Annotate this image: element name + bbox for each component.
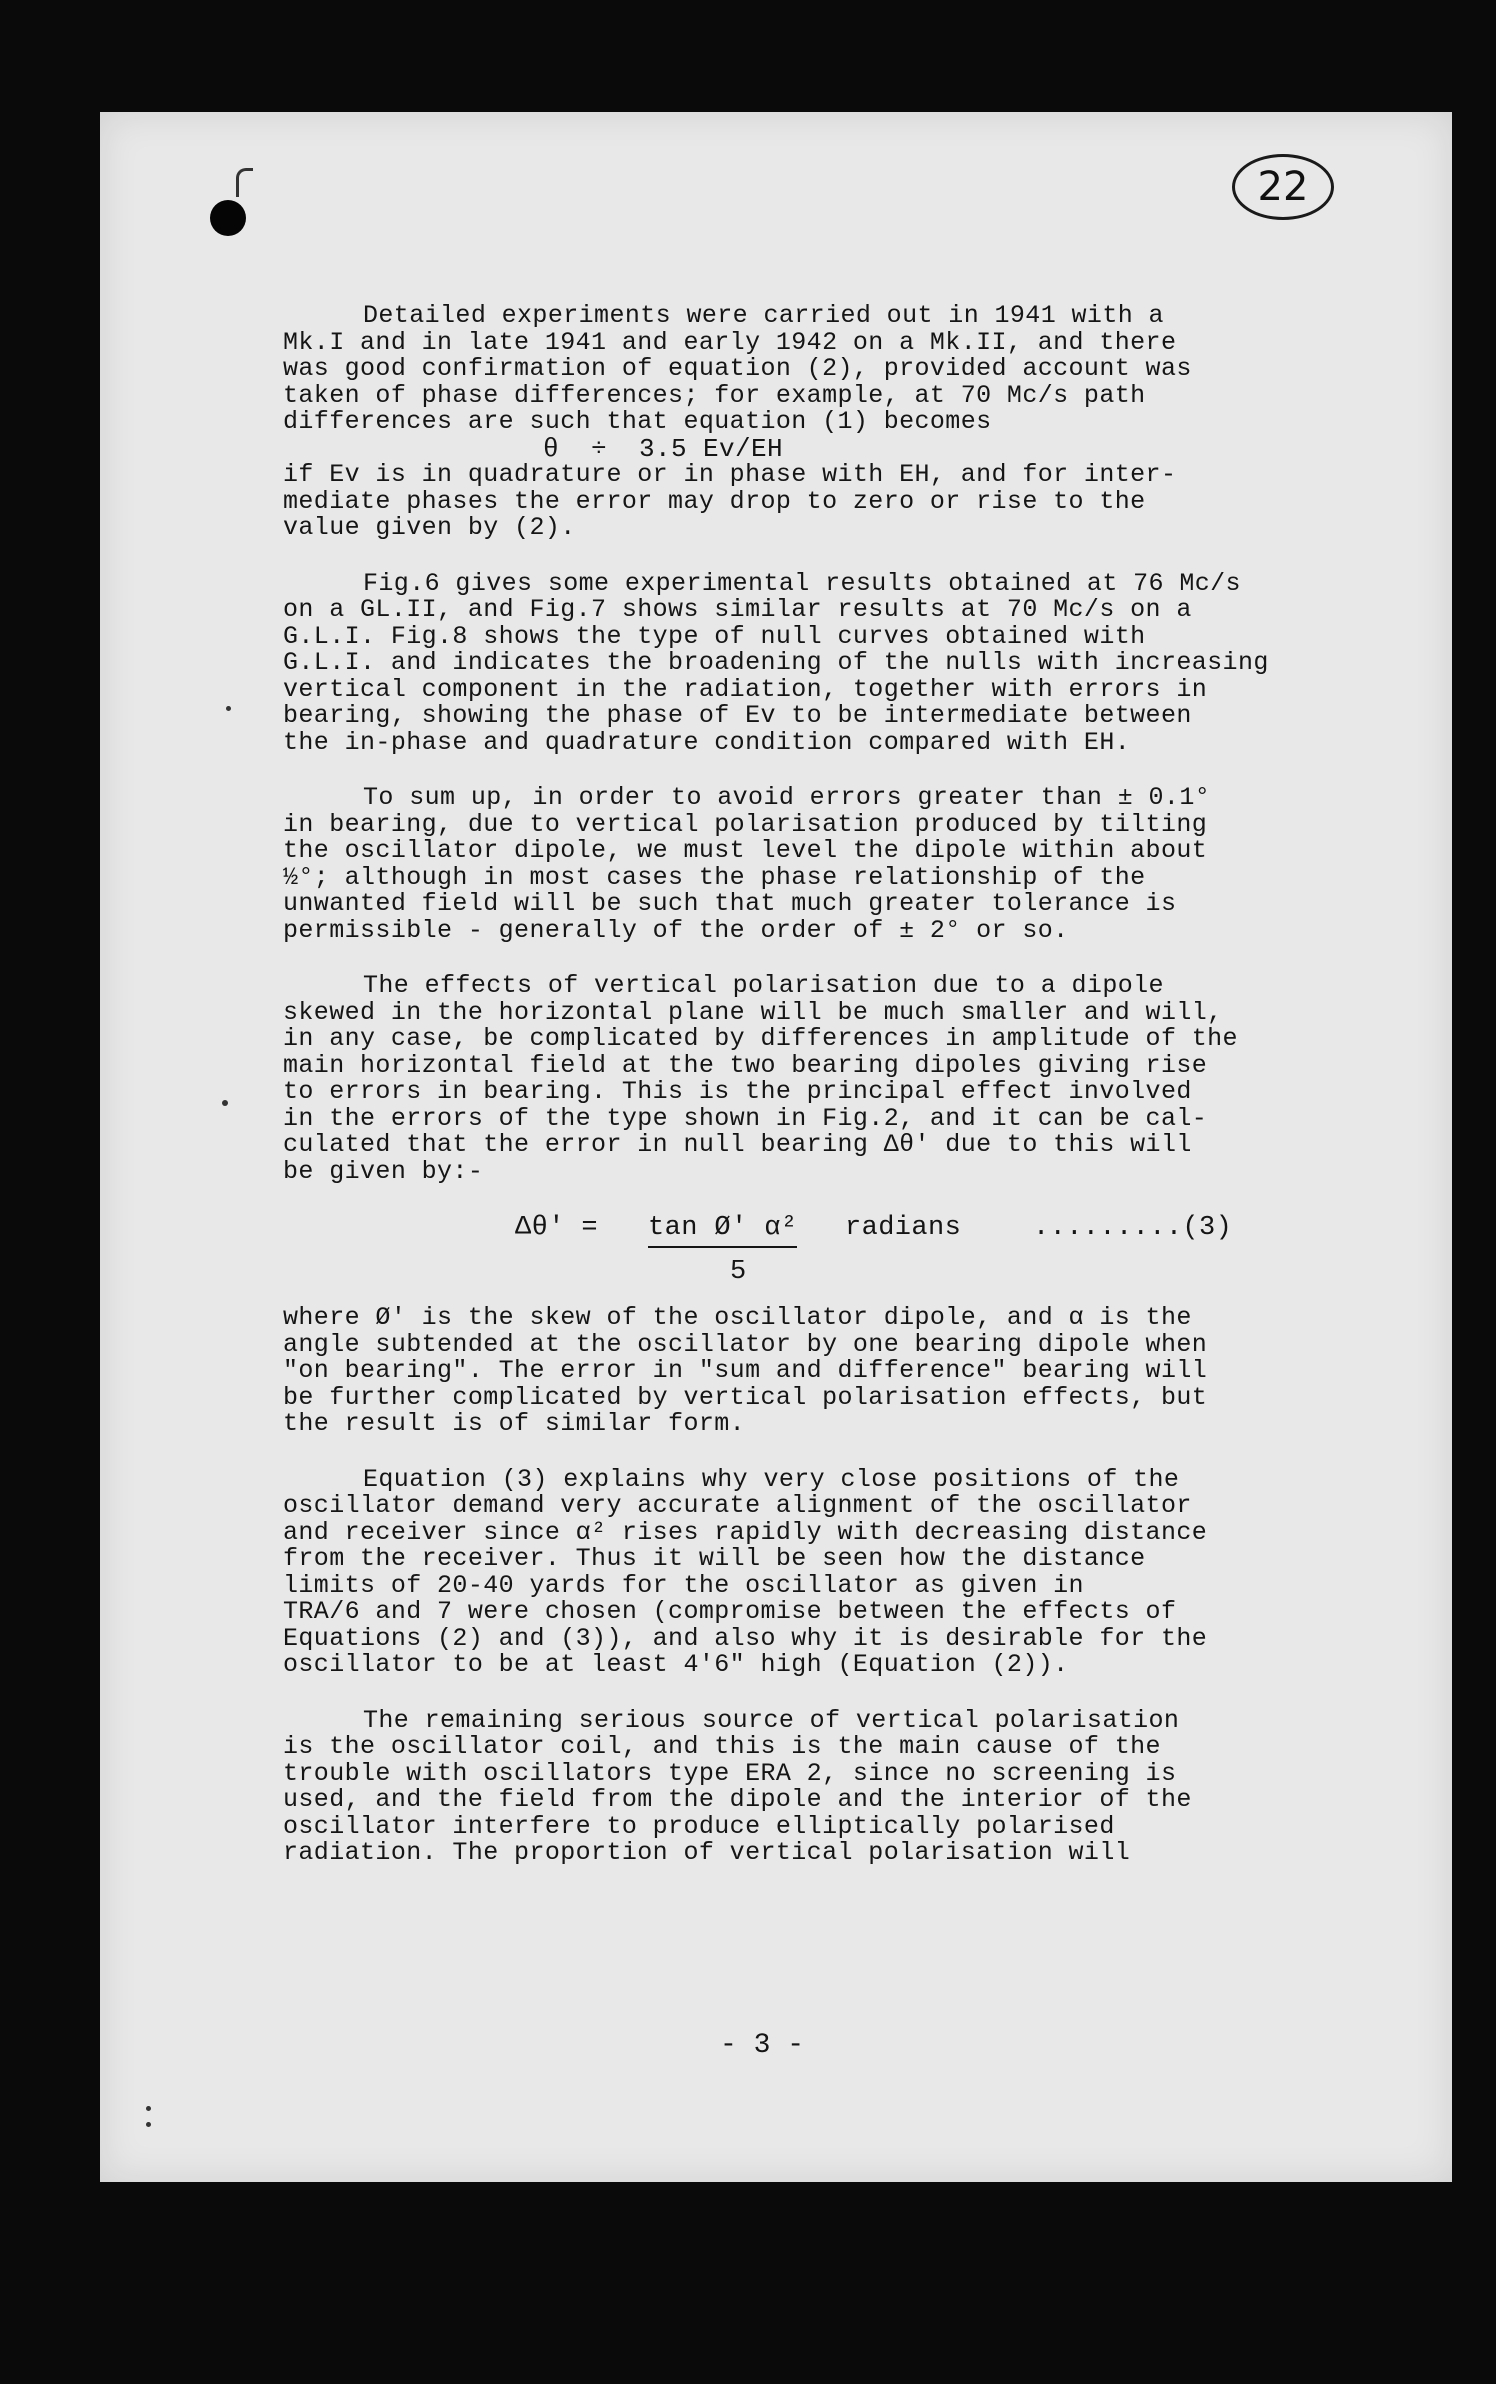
equation-3 <box>283 1207 1303 1291</box>
page-footer: - 3 - <box>720 2030 805 2061</box>
equation-3-reference: .........(3) <box>1033 1213 1233 1243</box>
speck <box>222 1100 228 1106</box>
speck <box>146 2122 151 2127</box>
paragraph-4: The effects of vertical polarisation due to a dipole skewed in the horizontal plane will be much smaller and will, in any case, be complicated by differences in amplitude of the main horizontal field at the two bearing dipoles giving rise to errors in bearing. This is the principal effect involved in the errors of the type shown in Fig.2, and it can be cal- culated that the error in null bearing Δθ' due to this will be given by:- <box>283 971 1238 1186</box>
circled-page-mark: 22 <box>1232 154 1334 220</box>
paragraph-1b: if Ev is in quadrature or in phase with EH, and for inter- mediate phases the error may drop to zero or rise to the value given by (2). <box>283 460 1177 542</box>
equation-3-numerator: tan Ø' α² <box>648 1215 797 1248</box>
paragraph-3: To sum up, in order to avoid errors greater than ± 0.1° in bearing, due to vertical polarisation produced by tilting the oscillator dipole, we must level the dipole within about ½°; although in most cases the phase relationship of the unwanted field will be such that much greater tolerance is permissible - generally of the order of ± 2° or so. <box>283 783 1211 945</box>
paragraph-6: Equation (3) explains why very close positions of the oscillator demand very accurate alignment of the oscillator and receiver since α² rises rapidly with decreasing distance from the receiver. Thus it will be seen how the distance limits of 20-40 yards for the oscillator as given in TRA/6 and 7 were chosen (compromise between the effects of Equations (2) and (3)), and also why it is desirable for the oscillator to be at least 4'6" high (Equation (2)). <box>283 1464 1208 1679</box>
equation-3-unit: radians <box>845 1213 962 1243</box>
speck <box>226 706 231 711</box>
punch-hole <box>210 200 246 236</box>
paragraph-1: Detailed experiments were carried out in 1941 with a Mk.I and in late 1941 and early 1942 on a Mk.II, and there was good confirmation of equation (2), provided account was taken of phase differences; for example, at 70 Mc/s path differences are such that equation (1) becomes <box>283 301 1192 436</box>
paragraph-2: Fig.6 gives some experimental results obtained at 76 Mc/s on a GL.II, and Fig.7 shows similar results at 70 Mc/s on a G.L.I. Fig.8 shows the type of null curves obtained with G.L.I. and indicates the broadening of the nulls with increasing vertical component in the radiation, together with errors in bearing, showing the phase of Ev to be intermediate between the in-phase and quadrature condition compared with EH. <box>283 568 1269 757</box>
body-text <box>283 303 1303 1896</box>
paragraph-5: where Ø' is the skew of the oscillator dipole, and α is the angle subtended at the oscillator by one bearing dipole when "on bearing". The error in "sum and difference" bearing will be further complicated by vertical polarisation effects, but the result is of similar form. <box>283 1303 1208 1438</box>
pencil-mark-icon <box>236 168 253 197</box>
paragraph-7: The remaining serious source of vertical polarisation is the oscillator coil, and this is the main cause of the trouble with oscillators type ERA 2, since no screening is used, and the field from the dipole and the interior of the oscillator interfere to produce elliptically polarised radiation. The proportion of vertical polarisation will <box>283 1705 1192 1867</box>
equation-3-lhs: Δθ' = <box>515 1213 599 1243</box>
speck <box>146 2106 151 2111</box>
equation-3-denominator: 5 <box>730 1257 747 1287</box>
equation-1: θ ÷ 3.5 Ev/EH <box>543 433 784 464</box>
